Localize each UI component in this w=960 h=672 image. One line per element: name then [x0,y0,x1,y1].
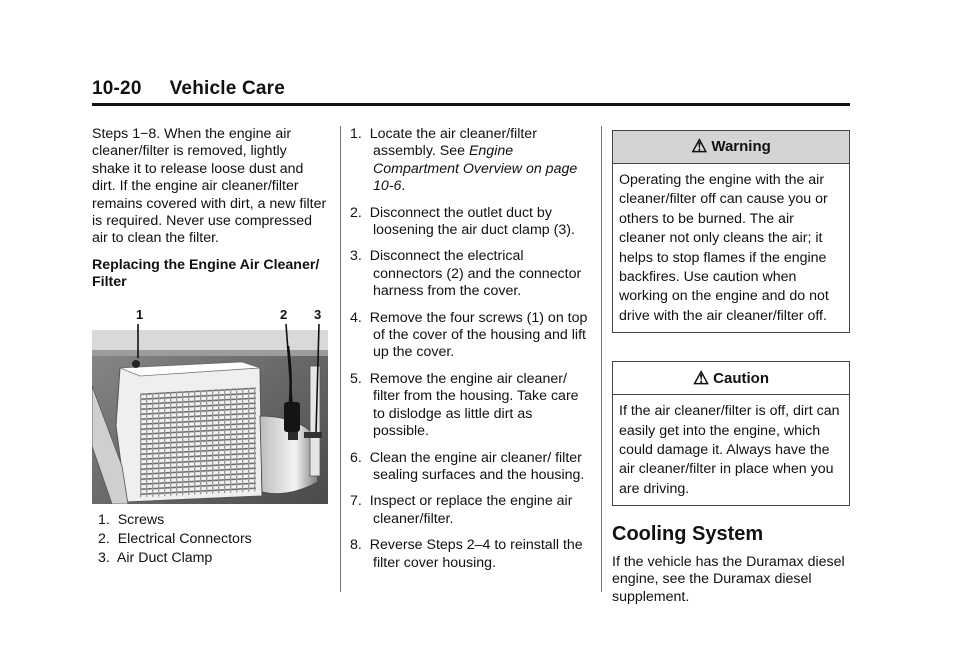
step-item [350,248,590,300]
step-item [350,537,590,572]
caption-item: 2. Electrical Connectors [98,531,252,548]
step-number: 6. [350,449,362,466]
page-number: 10-20 [92,78,142,99]
step-number: 4. [350,309,362,326]
step-item [350,493,590,528]
step-number: 1. [350,126,362,142]
warning-header [613,131,849,164]
warning-title: Warning [711,138,771,156]
step-number: 2. [350,204,362,221]
column-middle [350,126,590,581]
step-number: 7. [350,493,362,510]
step-item [350,371,590,441]
caption-item: 3. Air Duct Clamp [98,550,213,567]
step-text-end: . [401,178,406,195]
callout-1: 1 [136,306,144,322]
section-header-title: Vehicle Care [169,78,286,99]
caution-text: If the air cleaner/filter is off, dirt can easily get into the engine, which could damage it. Always have the air cleaner/filter in place when you are driving. [619,403,840,497]
callout-2: 2 [280,306,288,322]
page-header [92,78,850,100]
caption-item: 1. Screws [98,511,165,528]
subhead-replacing-filter: Replacing the Engine Air Cleaner/ Filter [92,256,320,291]
column-divider-1 [340,126,341,592]
column-right [612,130,850,615]
replacement-steps [350,126,590,572]
intro-paragraph: Steps 1−8. When the engine air cleaner/filter is removed, lightly shake it to release loose dust and dirt. If the engine air cleaner/filter remains covered with dirt, a new filter is required. Never use compressed air to clean the filter. [92,126,327,247]
callout-3: 3 [314,306,322,322]
step-text: Disconnect the outlet duct by loosening the air duct clamp (3). [369,204,575,239]
step-item [350,126,590,196]
caution-triangle-icon: ⚠ [691,136,708,157]
step-number: 8. [350,537,362,554]
step-text: Disconnect the electrical connectors (2) and the connector harness from the cover. [369,248,582,300]
step-text: Reverse Steps 2–4 to reinstall the filter cover housing. [369,537,583,571]
caution-triangle-icon: ⚠ [693,367,710,388]
cooling-system-paragraph: If the vehicle has the Duramax diesel engine, see the Duramax diesel supplement. [612,553,845,605]
warning-text: Operating the engine with the air cleaner/filter off can cause you or others to be burned. The air cleaner not only cleans the air; it helps to stop flames if the engine backfires. Use caution when working on the engine and do not drive with the air cleaner/filter off. [619,172,829,324]
xref-link[interactable]: Engine Compartment Overview on page 10-6 [373,143,578,195]
step-text: Remove the four screws (1) on top of the cover of the housing and lift up the cover. [369,309,588,361]
figure-caption-list [92,512,328,568]
column-divider-2 [601,126,602,592]
step-text: Remove the engine air cleaner/ filter from the housing. Take care to dislodge as little dirt as possible. [369,370,579,440]
step-item [350,205,590,240]
caution-title: Caution [713,369,769,387]
step-text: Inspect or replace the engine air cleaner/filter. [369,493,573,527]
header-rule [92,103,850,106]
step-item [350,310,590,362]
warning-box [612,130,850,333]
step-item [350,450,590,485]
air-cleaner-figure [92,306,328,504]
air-cleaner-illustration [92,306,328,504]
section-title-cooling-system: Cooling System [612,523,764,546]
caution-header [613,362,849,395]
caution-box [612,361,850,506]
column-left [92,126,328,570]
step-text: Clean the engine air cleaner/ filter sealing surfaces and the housing. [369,449,585,483]
step-number: 3. [350,248,362,265]
step-number: 5. [350,370,362,387]
step-text: Locate the air cleaner/filter assembly. See [369,126,537,160]
